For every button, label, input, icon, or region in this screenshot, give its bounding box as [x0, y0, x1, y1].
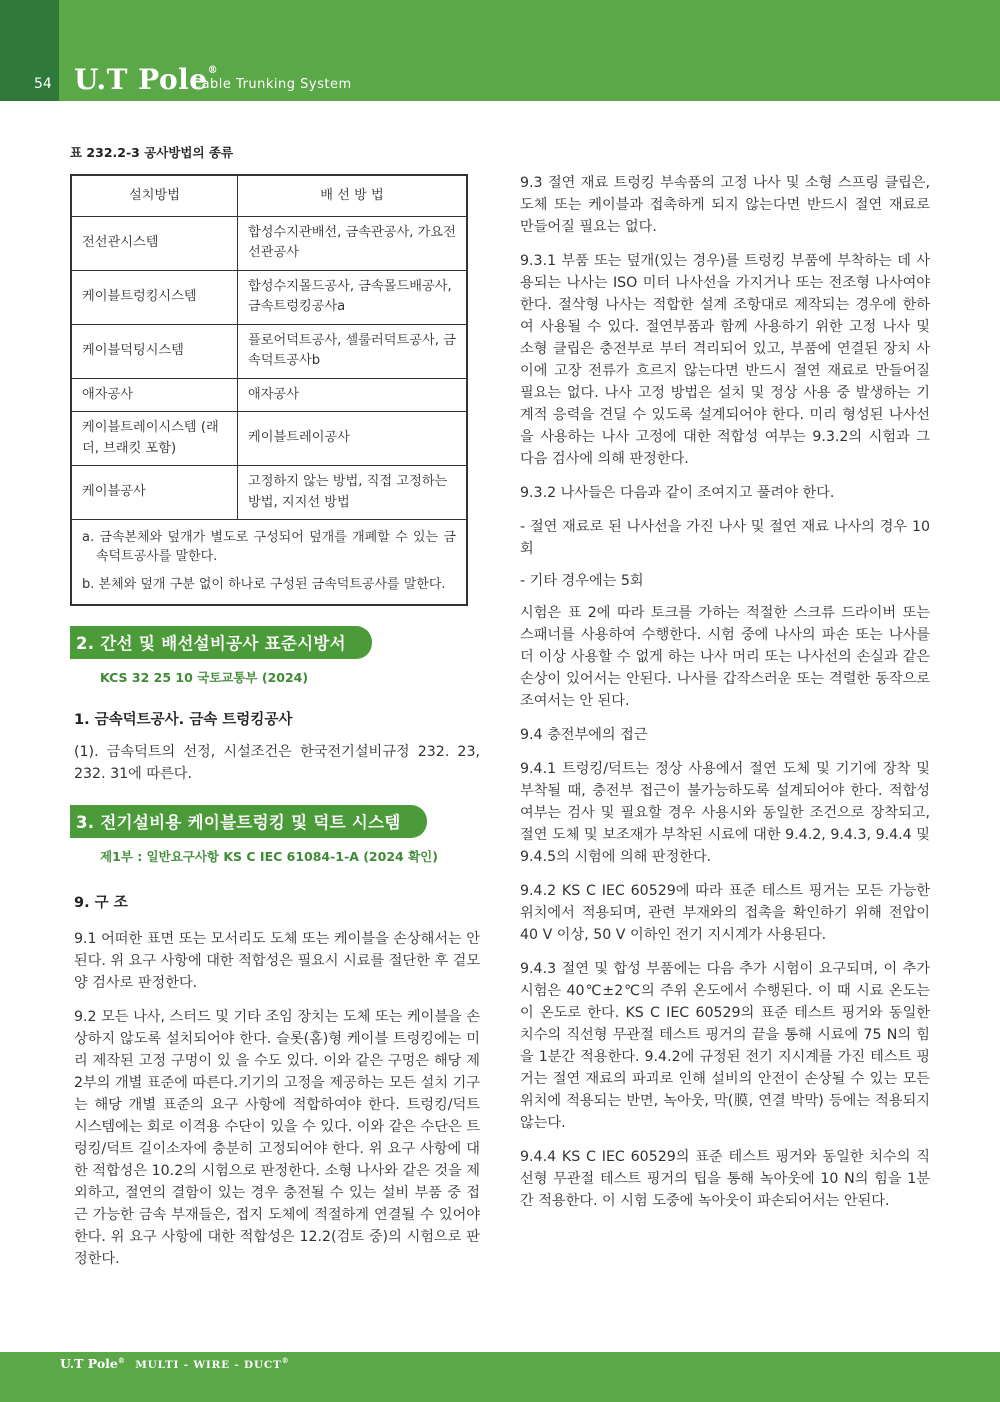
paragraph: 시험은 표 2에 따라 토크를 가하는 적절한 스크류 드라이버 또는 스패너를 사용하여 수행한다. 시험 중에 나사의 파손 또는 나사를 더 이상 사용할 수 없게 하는 나사 머리 또는 나사선의 손실과 같은 손상이 있어서는 안된다. 나사를 갑작스러운 또는 격렬한 동작으로 조여서는 안 된다.	[520, 605, 930, 709]
list-item: - 기타 경우에는 5회	[520, 573, 644, 589]
table-row	[71, 466, 467, 520]
construction-methods-table	[70, 174, 468, 606]
table-row	[71, 324, 467, 378]
standard-reference: KCS 32 25 10 국토교통부 (2024)	[100, 670, 309, 686]
header-subtitle: Cable Trunking System	[192, 77, 352, 92]
paragraph: 9.4.4 KS C IEC 60529의 표준 테스트 핑거와 동일한 치수의 직선형 무관절 테스트 핑거의 팁을 통해 녹아웃에 10 N의 힘을 1분간 적용한다. 이 시험 도중에 녹아웃이 파손되어서는 안된다.	[520, 1149, 930, 1209]
table-cell: 케이블트레이공사	[238, 412, 468, 466]
section-banner: 3. 전기설비용 케이블트렁킹 및 덕트 시스템	[70, 805, 427, 838]
table-cell: 케이블트렁킹시스템	[71, 270, 238, 324]
table-header-cell: 설치방법	[71, 175, 238, 217]
table-cell: 고정하지 않는 방법, 직접 고정하는 방법, 지지선 방법	[238, 466, 468, 520]
subsection-heading: 1. 금속덕트공사. 금속 트렁킹공사	[74, 712, 293, 729]
table-cell: 애자공사	[238, 378, 468, 411]
list-item: - 절연 재료로 된 나사선을 가진 나사 및 절연 재료 나사의 경우 10회	[520, 519, 930, 557]
paragraph: (1). 금속덕트의 선정, 시설조건은 한국전기설비규정 232. 23, 232. 31에 따른다.	[74, 744, 480, 783]
paragraph: 9.1 어떠한 표면 또는 모서리도 도체 또는 케이블을 손상해서는 안 된다. 위 요구 사항에 대한 적합성은 필요시 시료를 절단한 후 겉모양 검사로 판정한다.	[74, 931, 480, 992]
footer-logo	[60, 1356, 289, 1371]
table-caption: 표 232.2-3 공사방법의 종류	[70, 145, 234, 160]
table-notes	[71, 519, 467, 605]
footer-brand: U.T Pole	[60, 1356, 118, 1372]
table-cell: 애자공사	[71, 378, 238, 411]
section-banner: 2. 간선 및 배선설비공사 표준시방서	[70, 626, 372, 659]
table-row	[71, 217, 467, 271]
table-row	[71, 412, 467, 466]
paragraph: 9.3 절연 재료 트렁킹 부속품의 고정 나사 및 소형 스프링 클립은, 도체 또는 케이블과 접촉하게 되지 않는다면 반드시 절연 재료로 만들어질 필요는 없다.	[520, 175, 930, 235]
table-note: a. 금속본체와 덮개가 별도로 구성되어 덮개를 개폐할 수 있는 금속덕트공사를 말한다.	[82, 529, 456, 565]
paragraph: 9.3.1 부품 또는 덮개(있는 경우)를 트렁킹 부품에 부착하는 데 사 용되는 나사는 ISO 미터 나사선을 가지거나 또는 전조형 나사여야 한다. 절삭형 나사는 적합한 설계 조항대로 제작되는 경우에 한하여 사용될 수 있다. 절연부품과 함께 사용하기 위한 고정 나사 및 소형 클립은 충전부로 부터 격리되어 있고, 부품에 연결된 장치 사이에 고장 전류가 흐르지 않는다면 반드시 절연 재료로 만들어질 필요는 없다. 나사 고정 방법은 설치 및 정상 사용 중 발생하는 기계적 응력을 견딜 수 있도록 설계되어야 한다. 미리 형성된 나사선을 사용하는 나사 고정에 대한 적합성 여부는 9.3.2의 시험과 그 다음 검사에 의해 판정한다.	[520, 253, 930, 467]
table-cell: 합성수지몰드공사, 금속몰드배공사, 금속트렁킹공사a	[238, 270, 468, 324]
paragraph: 9.4.3 절연 및 합성 부품에는 다음 추가 시험이 요구되며, 이 추가 시험은 40℃±2℃의 주위 온도에서 수행된다. 이 때 시료 온도는 이 온도로 한다. KS C IEC 60529의 표준 테스트 핑거와 동일한 치수의 직선형 무관절 테스트 핑거의 끝을 통해 시료에 75 N의 힘을 1분간 적용한다. 9.4.2에 규정된 전기 지시계를 가진 테스트 핑거는 절연 재료의 파괴로 인해 설비의 안전이 손상될 수 있는 모든 위치에 적용되는 반면, 녹아웃, 막(膜, 연결 박막) 등에는 적용되지 않는다.	[520, 961, 930, 1131]
brand-name: U.T Pole	[74, 63, 208, 96]
right-column	[520, 172, 930, 1224]
table-notes-row	[71, 519, 467, 605]
subsection-heading: 9. 구 조	[74, 895, 128, 912]
paragraph: 9.3.2 나사들은 다음과 같이 조여지고 풀려야 한다.	[520, 485, 835, 501]
brand-registered-mark: ®	[207, 64, 219, 76]
table-cell: 전선관시스템	[71, 217, 238, 271]
left-column	[70, 143, 480, 1270]
subsection-heading: 9.4 충전부에의 접근	[520, 727, 648, 743]
standard-reference: 제1부 : 일반요구사항 KS C IEC 61084-1-A (2024 확인)	[100, 849, 438, 865]
paragraph: 9.4.2 KS C IEC 60529에 따라 표준 테스트 핑거는 모든 가능한 위치에서 적용되며, 관련 부재와의 접촉을 확인하기 위해 전압이 40 V 이상, 50 V 이하인 전기 지시계가 사용된다.	[520, 883, 930, 943]
table-cell: 플로어덕트공사, 셀룰러덕트공사, 금속덕트공사b	[238, 324, 468, 378]
table-header-cell: 배 선 방 법	[238, 175, 468, 217]
table-header-row	[71, 175, 467, 217]
paragraph: 9.4.1 트렁킹/덕트는 정상 사용에서 절연 도체 및 기기에 장착 및 부착될 때, 충전부 접근이 불가능하도록 설계되어야 한다. 적합성 여부는 검사 및 필요할 경우 사용시와 동일한 조건으로 장착되고, 절연 도체 및 보조재가 부착된 시료에 대한 9.4.2, 9.4.3, 9.4.4 및 9.4.5의 시험에 의해 판정한다.	[520, 761, 930, 865]
footer-brand-mark: ®	[117, 1356, 125, 1365]
table-cell: 케이블공사	[71, 466, 238, 520]
table-note: b. 본체와 덮개 구분 없이 하나로 구성된 금속덕트공사를 말한다.	[82, 576, 446, 592]
table-cell: 케이블트레이시스템 (래더, 브래킷 포함)	[71, 412, 238, 466]
page-number: 54	[34, 76, 52, 92]
table-row	[71, 378, 467, 411]
footer-tagline: MULTI - WIRE - DUCT	[135, 1359, 282, 1372]
table-cell: 케이블덕팅시스템	[71, 324, 238, 378]
table-cell: 합성수지관배선, 금속관공사, 가요전선관공사	[238, 217, 468, 271]
paragraph: 9.2 모든 나사, 스터드 및 기타 조임 장치는 도체 또는 케이블을 손상하지 않도록 설치되어야 한다. 슬롯(홈)형 케이블 트렁킹에는 미리 제작된 고정 구멍이 있 을 수도 있다. 이와 같은 구멍은 해당 제2부의 개별 표준에 따른다.기기의 고정을 제공하는 모든 설치 기구는 해당 개별 표준의 요구 사항에 적합하여야 한다. 트렁킹/덕트 시스템에는 회로 이격용 수단이 있을 수 있다. 이와 같은 수단은 트렁킹/덕트 길이소자에 충분히 고정되어야 한다. 위 요구 사항에 대한 적합성은 10.2의 시험으로 판정한다. 소형 나사와 같은 것을 제외하고, 절연의 결함이 있는 경우 충전될 수 있는 설비 부품 중 접근 가능한 금속 부재들은, 접지 도체에 적절하게 연결될 수 있어야 한다. 위 요구 사항에 대한 적합성은 12.2(검토 중)의 시험으로 판정한다.	[74, 1009, 480, 1268]
footer-tagline-mark: ®	[281, 1356, 289, 1365]
table-row	[71, 270, 467, 324]
